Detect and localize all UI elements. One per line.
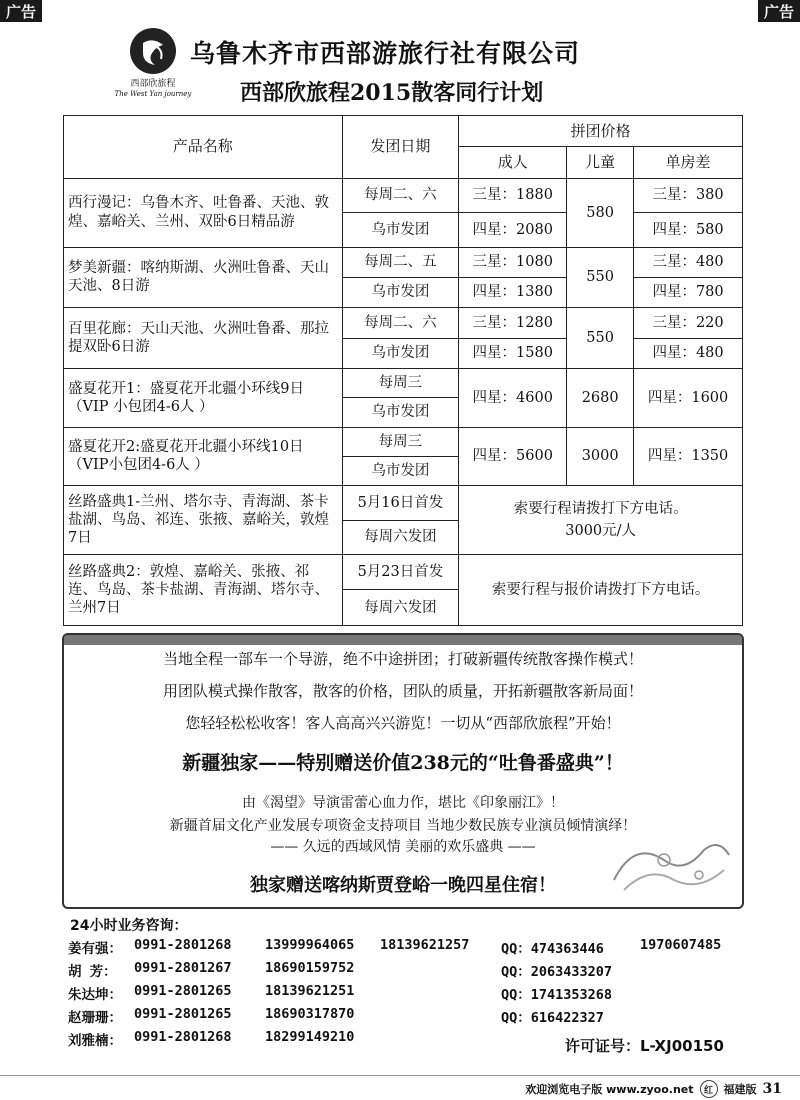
- contact-name: 胡 芳：: [68, 964, 117, 980]
- table-cell-child: 3000: [567, 427, 634, 486]
- logo-en-text: The West Yan journey: [114, 90, 192, 98]
- contact-phone: 0991-2801268: [134, 1029, 232, 1045]
- table-cell-child: 580: [567, 178, 634, 247]
- table-cell-date: 乌市发团: [342, 277, 459, 307]
- table-row-name: 西行漫记：乌鲁木齐、吐鲁番、天池、敦煌、嘉峪关、兰州、双卧6日精品游: [64, 178, 343, 247]
- contact-name: 姜有强：: [68, 941, 122, 957]
- contact-qq: QQ：2063433207: [501, 964, 613, 980]
- contact-mobile: 13999964065: [265, 937, 355, 953]
- promo-line: —— 久远的西域风情 美丽的欢乐盛典 ——: [270, 839, 536, 855]
- table-cell-single: 三星：380: [634, 178, 743, 212]
- license-number: 许可证号：L-XJ00150: [565, 1037, 724, 1055]
- table-cell-date: 每周六发团: [342, 590, 459, 626]
- footer-badge-icon: 红: [700, 1080, 718, 1098]
- header-adult: 成人: [459, 147, 567, 178]
- contact-qq: QQ：1741353268: [501, 987, 613, 1003]
- table-cell-adult: 三星：1280: [459, 308, 567, 338]
- table-cell-adult: 四星：4600: [459, 368, 567, 427]
- table-cell-date: 5月16日首发: [342, 486, 459, 520]
- table-cell-adult: 四星：5600: [459, 427, 567, 486]
- contact-qq: QQ：616422327: [501, 1010, 604, 1026]
- table-cell-note: [459, 486, 743, 555]
- note-line: 索要行程请拨打下方电话。: [513, 501, 688, 518]
- contact-mobile: 18690159752: [265, 960, 355, 976]
- table-cell-date: 5月23日首发: [342, 555, 459, 590]
- promo-top-bar: [64, 635, 742, 645]
- promo-line: 您轻轻松松收客！客人高高兴兴游览！一切从“西部欣旅程”开始！: [185, 714, 621, 732]
- footer-edition: 福建版: [723, 1083, 757, 1096]
- contact-phone: 0991-2801265: [134, 1006, 232, 1022]
- contact-name: 刘雅楠：: [68, 1033, 122, 1049]
- table-cell-note: 索要行程与报价请拨打下方电话。: [459, 555, 743, 626]
- footer-divider: [0, 1075, 800, 1076]
- header-date: 发团日期: [342, 116, 459, 179]
- table-cell-adult: 三星：1080: [459, 247, 567, 277]
- header-price-group: 拼团价格: [459, 116, 743, 147]
- table-row-name: 盛夏花开2:盛夏花开北疆小环线10日（VIP小包团4-6人 ）: [64, 427, 343, 486]
- tour-price-table: [63, 115, 743, 626]
- table-cell-date: 每周三: [342, 368, 459, 397]
- table-row-name: 丝路盛典2：敦煌、嘉峪关、张掖、祁连、鸟岛、茶卡盐湖、青海湖、塔尔寺、兰州7日: [64, 555, 343, 626]
- promo-line: 由《渴望》导演雷蕾心血力作，堪比《印象丽江》！: [242, 795, 564, 811]
- contact-heading: 24小时业务咨询：: [70, 918, 188, 934]
- contact-name: 赵珊珊：: [68, 1010, 122, 1026]
- table-cell-date: 每周二、六: [342, 178, 459, 212]
- promo-headline: 新疆独家——特别赠送价值238元的“吐鲁番盛典”！: [182, 752, 624, 774]
- table-row-name: 丝路盛典1-兰州、塔尔寺、青海湖、茶卡盐湖、鸟岛、祁连、张掖、嘉峪关，敦煌7日: [64, 486, 343, 555]
- table-cell-date: 乌市发团: [342, 213, 459, 247]
- contact-qq: QQ：474363446: [501, 941, 604, 957]
- contact-mobile: 18299149210: [265, 1029, 355, 1045]
- ad-label-right: 广告: [758, 0, 800, 22]
- contact-phone: 0991-2801268: [134, 937, 232, 953]
- ad-label-left: 广告: [0, 0, 42, 22]
- table-cell-single: 四星：1600: [634, 368, 743, 427]
- table-cell-adult: 三星：1880: [459, 178, 567, 212]
- table-cell-date: 每周二、五: [342, 247, 459, 277]
- contact-mobile: 18139621251: [265, 983, 355, 999]
- header-child: 儿童: [567, 147, 634, 178]
- table-row-name: 梦美新疆：喀纳斯湖、火洲吐鲁番、天山天池、8日游: [64, 247, 343, 308]
- table-cell-single: 四星：580: [634, 213, 743, 247]
- promo-line: 新疆首届文化产业发展专项资金支持项目 当地少数民族专业演员倾情演绎！: [169, 818, 637, 834]
- table-cell-single: 四星：780: [634, 277, 743, 307]
- table-cell-date: 每周三: [342, 427, 459, 456]
- table-cell-date: 乌市发团: [342, 338, 459, 368]
- page-footer: [525, 1080, 782, 1098]
- table-cell-child: 550: [567, 247, 634, 308]
- header-single: 单房差: [634, 147, 743, 178]
- table-cell-child: 2680: [567, 368, 634, 427]
- company-name: 乌鲁木齐市西部游旅行社有限公司: [190, 39, 581, 68]
- table-cell-adult: 四星：1580: [459, 338, 567, 368]
- contact-phone: 0991-2801265: [134, 983, 232, 999]
- decorative-swirl-icon: [604, 830, 734, 900]
- table-cell-child: 550: [567, 308, 634, 369]
- table-row-name: 百里花廊：天山天池、火洲吐鲁番、那拉提双卧6日游: [64, 308, 343, 369]
- table-cell-date: 每周六发团: [342, 520, 459, 554]
- logo-emblem-icon: [130, 28, 176, 74]
- plan-title: 西部欣旅程2015散客同行计划: [240, 80, 544, 106]
- table-cell-date: 每周二、六: [342, 308, 459, 338]
- table-cell-single: 四星：1350: [634, 427, 743, 486]
- note-line: 3000元/人: [565, 523, 637, 540]
- promo-line: 用团队模式操作散客，散客的价格，团队的质量，开拓新疆散客新局面！: [162, 682, 643, 700]
- page-number: 31: [762, 1081, 782, 1097]
- footer-text: 欢迎浏览电子版 www.zyoo.net: [525, 1083, 694, 1096]
- table-cell-single: 三星：220: [634, 308, 743, 338]
- table-cell-date: 乌市发团: [342, 398, 459, 427]
- promo-box: [62, 633, 744, 909]
- header-product: 产品名称: [64, 116, 343, 179]
- table-row-name: 盛夏花开1：盛夏花开北疆小环线9日（VIP 小包团4-6人 ）: [64, 368, 343, 427]
- table-cell-single: 三星：480: [634, 247, 743, 277]
- contact-name: 朱达坤：: [68, 987, 122, 1003]
- contact-qq: 1970607485: [640, 937, 722, 953]
- contact-mobile: 18690317870: [265, 1006, 355, 1022]
- table-cell-date: 乌市发团: [342, 456, 459, 485]
- table-cell-single: 四星：480: [634, 338, 743, 368]
- promo-bottom-line: 独家赠送喀纳斯贾登峪一晚四星住宿！: [250, 875, 556, 896]
- contact-mobile: 18139621257: [380, 937, 470, 953]
- contact-phone: 0991-2801267: [134, 960, 232, 976]
- table-cell-adult: 四星：1380: [459, 277, 567, 307]
- promo-line: 当地全程一部车一个导游，绝不中途拼团；打破新疆传统散客操作模式！: [162, 650, 643, 668]
- logo-cn-text: 西部欣旅程: [130, 79, 176, 89]
- table-cell-adult: 四星：2080: [459, 213, 567, 247]
